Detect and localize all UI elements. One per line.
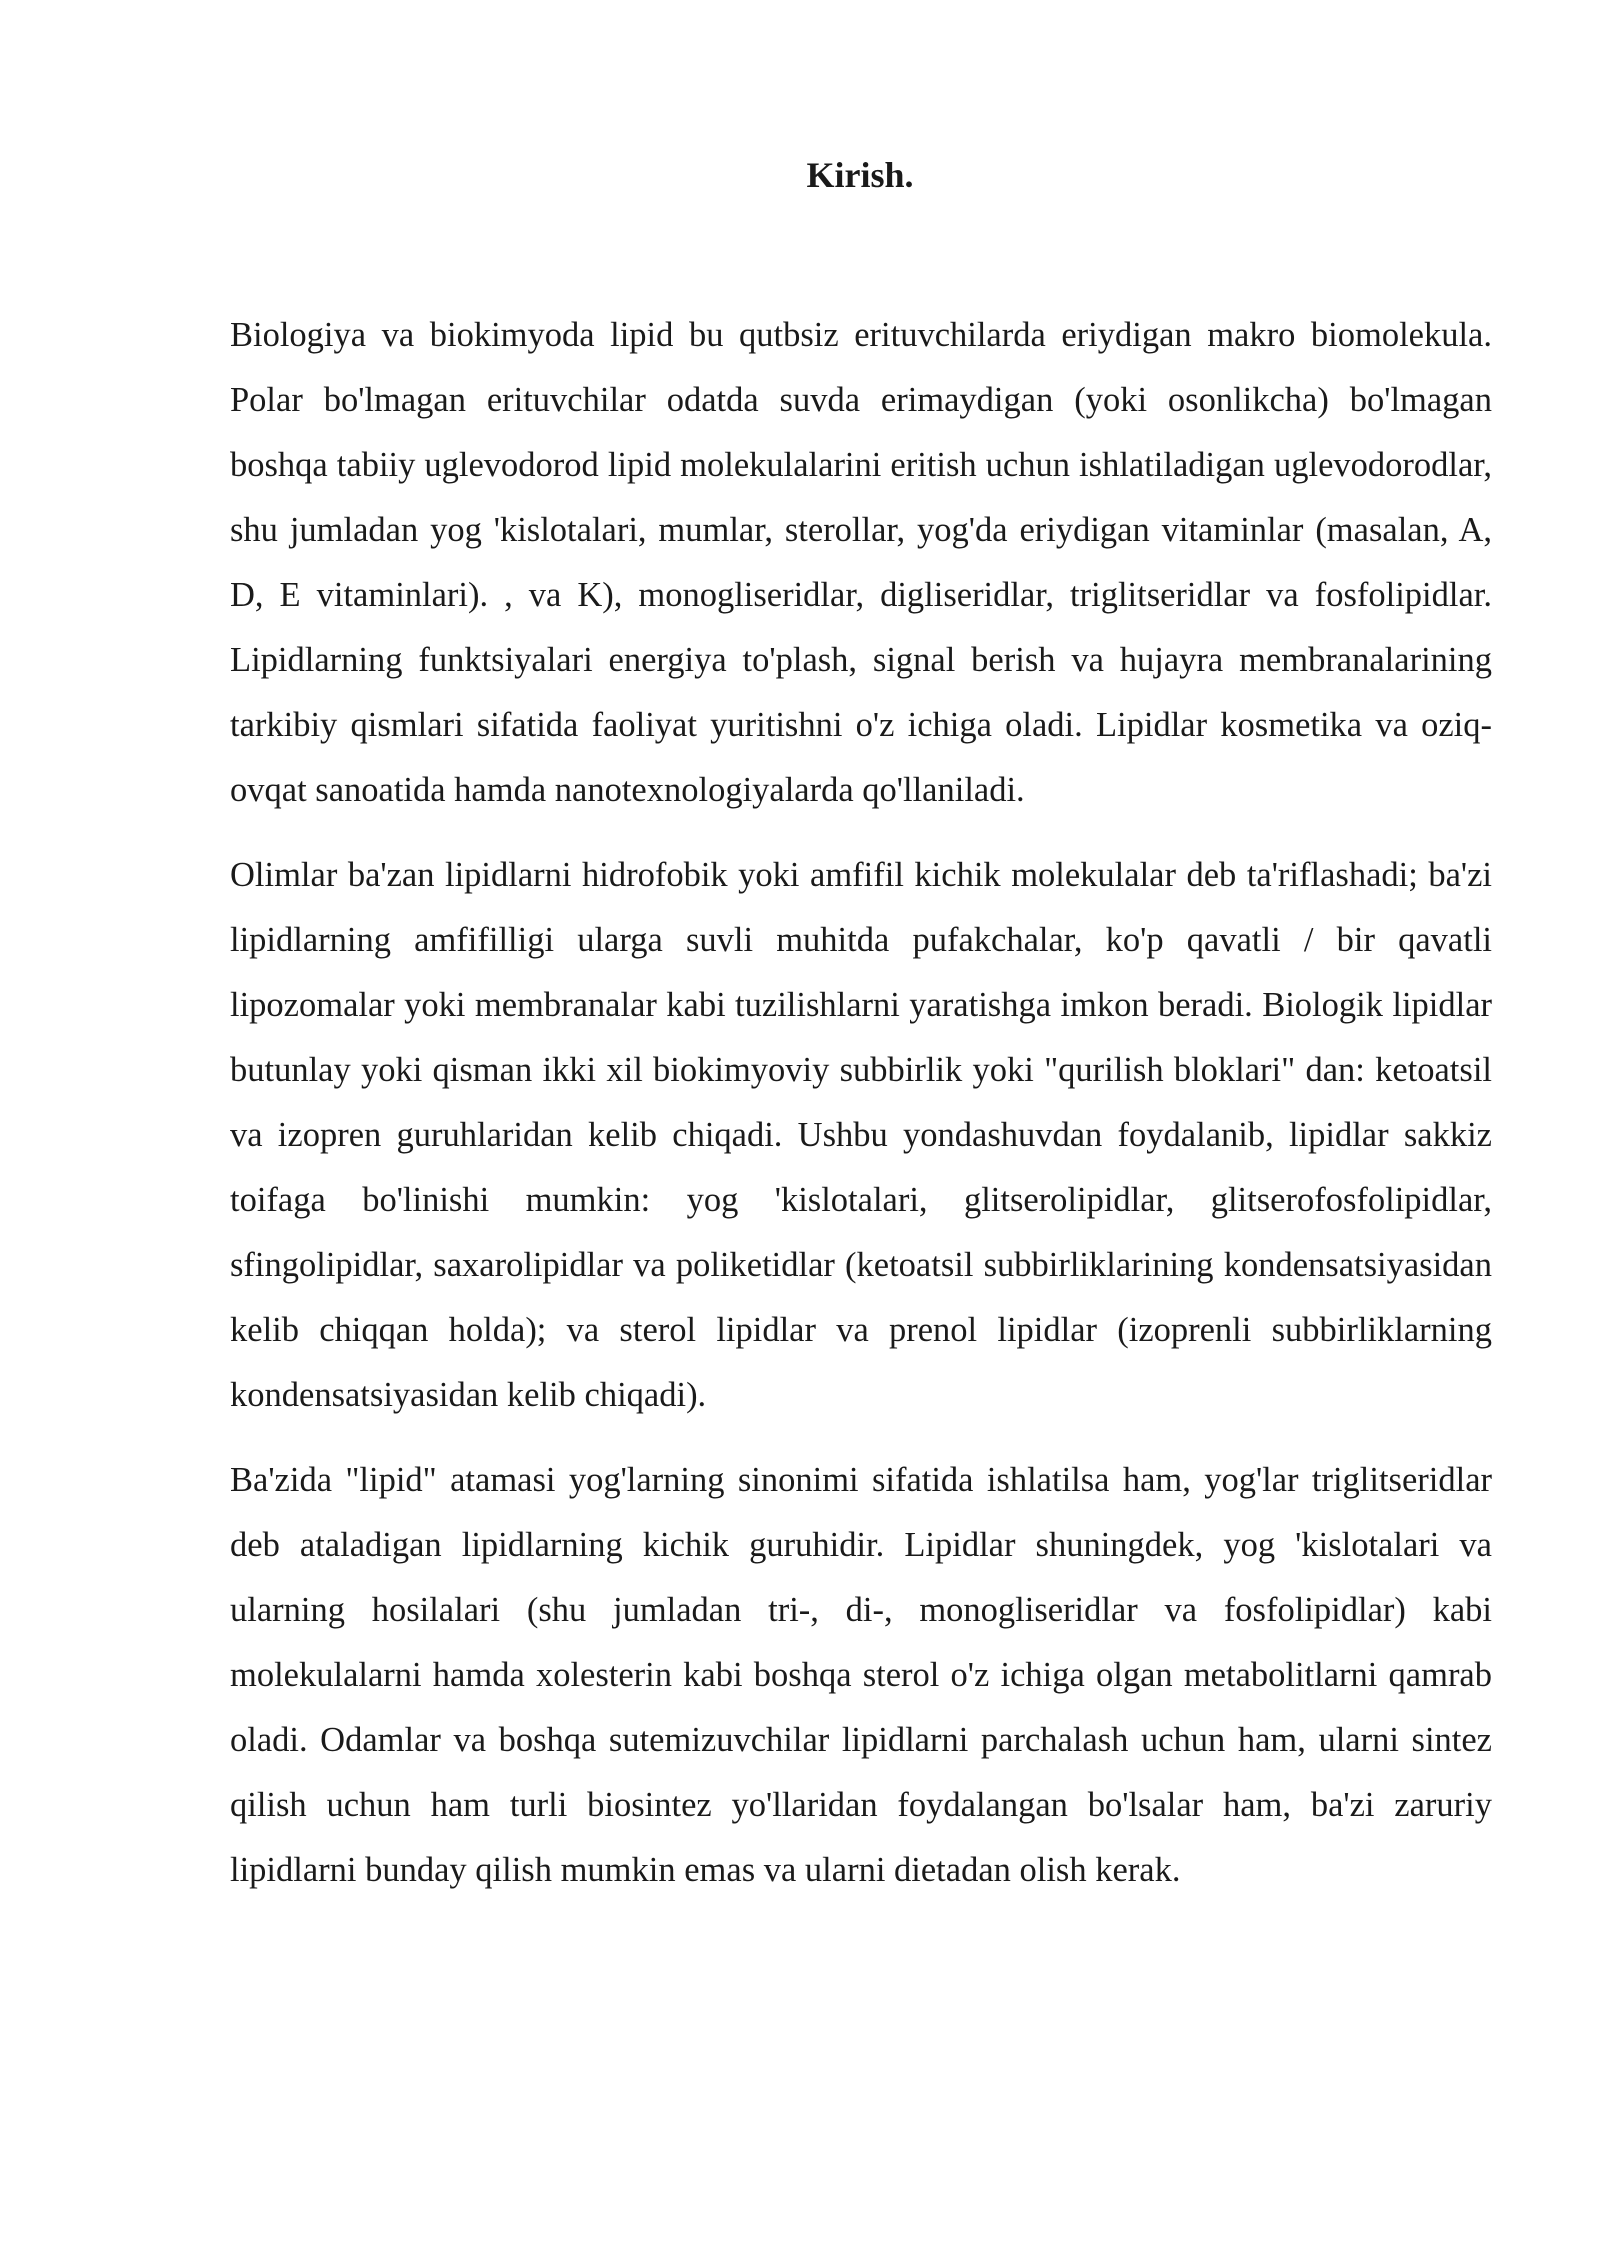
document-title: Kirish. bbox=[806, 155, 914, 195]
paragraph-2: Olimlar ba'zan lipidlarni hidrofobik yoki amfifil kichik molekulalar deb ta'riflashadi; ba'zi lipidlarning amfifilligi ularga suvli muhitda pufakchalar, ko'p qavatli / bir qavatli lipozomalar yoki membranalar kabi tuzilishlarni yaratishga imkon beradi. Biologik lipidlar butunlay yoki qisman ikki xil biokimyoviy subbirlik yoki "qurilish bloklari" dan: ketoatsil va izopren guruhlaridan kelib chiqadi. Ushbu yondashuvdan foydalanib, lipidlar sakkiz toifaga bo'linishi mumkin: yog 'kislotalari, glitserolipidlar, glitserofosfolipidlar, sfingolipidlar, saxarolipidlar va poliketidlar (ketoatsil subbirliklarining kondensatsiyasidan kelib chiqqan holda); va sterol lipidlar va prenol lipidlar (izoprenli subbirliklarning kondensatsiyasidan kelib chiqadi). bbox=[230, 856, 1492, 1414]
document-body bbox=[230, 303, 1492, 1923]
paragraph-1: Biologiya va biokimyoda lipid bu qutbsiz erituvchilarda eriydigan makro biomolekula. Polar bo'lmagan erituvchilar odatda suvda erimaydigan (yoki osonlikcha) bo'lmagan boshqa tabiiy uglevodorod lipid molekulalarini eritish uchun ishlatiladigan uglevodorodlar, shu jumladan yog 'kislotalari, mumlar, sterollar, yog'da eriydigan vitaminlar (masalan, A, D, E vitaminlari). , va K), monogliseridlar, digliseridlar, triglitseridlar va fosfolipidlar. Lipidlarning funktsiyalari energiya to'plash, signal berish va hujayra membranalarining tarkibiy qismlari sifatida faoliyat yuritishni o'z ichiga oladi. Lipidlar kosmetika va oziq-ovqat sanoatida hamda nanotexnologiyalarda qo'llaniladi. bbox=[230, 316, 1492, 809]
paragraph-3: Ba'zida "lipid" atamasi yog'larning sinonimi sifatida ishlatilsa ham, yog'lar triglitseridlar deb ataladigan lipidlarning kichik guruhidir. Lipidlar shuningdek, yog 'kislotalari va ularning hosilalari (shu jumladan tri-, di-, monogliseridlar va fosfolipidlar) kabi molekulalarni hamda xolesterin kabi boshqa sterol o'z ichiga olgan metabolitlarni qamrab oladi. Odamlar va boshqa sutemizuvchilar lipidlarni parchalash uchun ham, ularni sintez qilish uchun ham turli biosintez yo'llaridan foydalangan bo'lsalar ham, ba'zi zaruriy lipidlarni bunday qilish mumkin emas va ularni dietadan olish kerak. bbox=[230, 1461, 1492, 1889]
